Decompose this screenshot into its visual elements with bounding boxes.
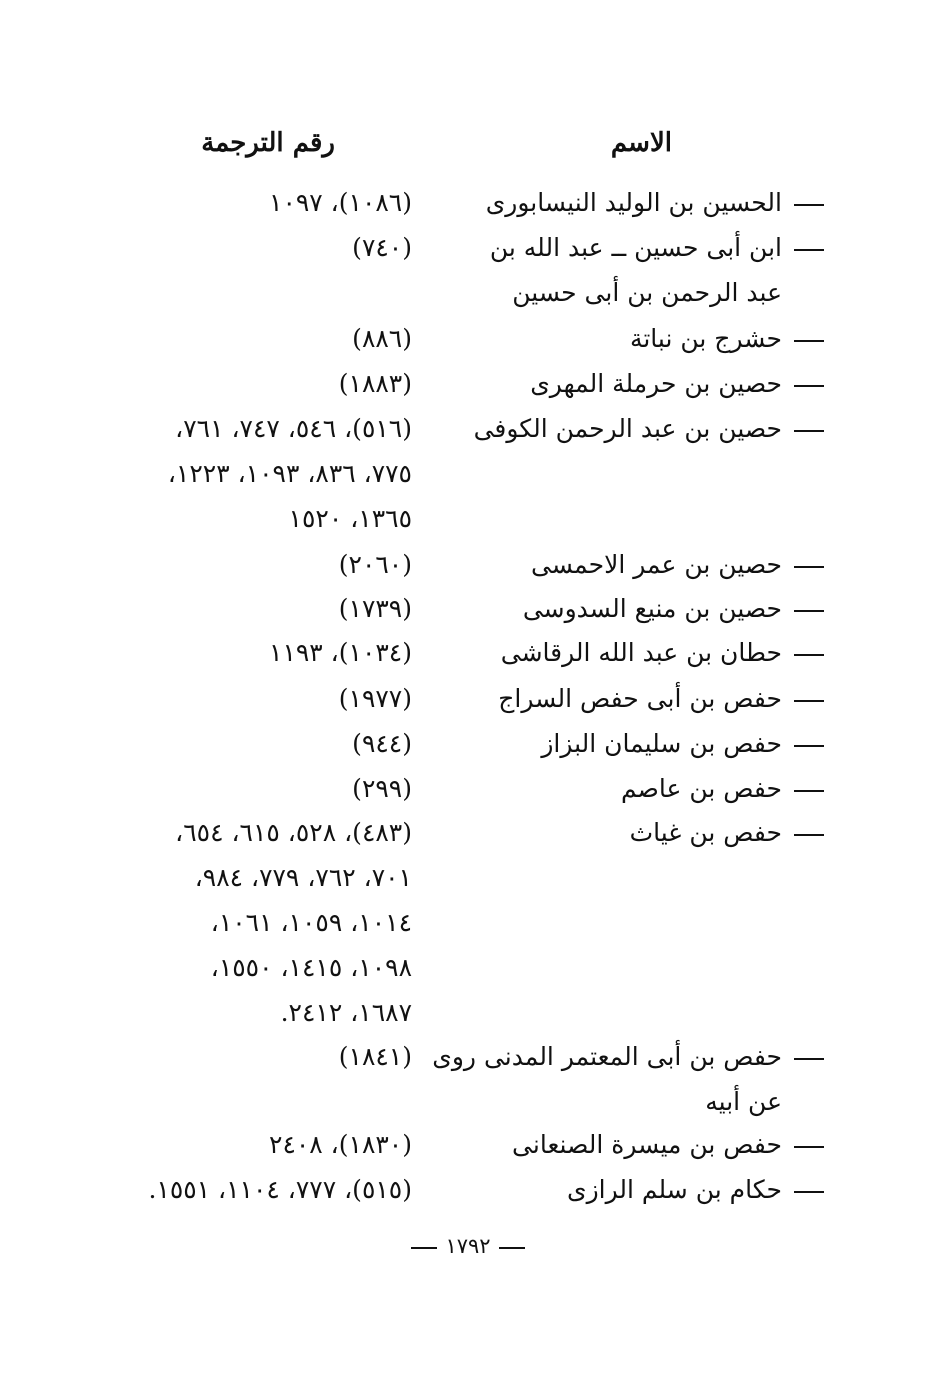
entry-name bbox=[452, 810, 824, 855]
entry-dash bbox=[794, 566, 824, 568]
entry-name-text: حشرج بن نباتة bbox=[629, 324, 782, 353]
entry-refs bbox=[72, 810, 412, 1035]
footer-dash bbox=[411, 1247, 437, 1249]
entry-refs-line: (٥١٦)، ٥٤٦، ٧٤٧، ٧٦١، bbox=[175, 414, 412, 443]
entry-name-text: حفص بن سليمان البزاز bbox=[541, 729, 782, 758]
entry-name bbox=[452, 361, 824, 406]
entry-dash bbox=[794, 385, 824, 387]
entry-dash bbox=[794, 249, 824, 251]
entry-refs-line: (٥١٥)، ٧٧٧، ١١٠٤، ١٥٥١. bbox=[148, 1175, 412, 1204]
entry-refs-line: (١٧٣٩) bbox=[338, 594, 412, 623]
entry-name-continuation: عن أبيه bbox=[705, 1087, 782, 1116]
entry-name bbox=[452, 1122, 824, 1167]
entry-dash bbox=[794, 834, 824, 836]
entry-name bbox=[452, 1167, 824, 1212]
entry-refs bbox=[72, 766, 412, 811]
entry-refs bbox=[72, 630, 412, 675]
entry-name bbox=[452, 406, 824, 451]
entry-refs bbox=[72, 676, 412, 721]
entry-name bbox=[452, 630, 824, 675]
entry-name-text: حفص بن أبى حفص السراج bbox=[498, 684, 782, 713]
entry-name bbox=[452, 721, 824, 766]
entry-refs-line: ٧٧٥، ٨٣٦، ١٠٩٣، ١٢٢٣، bbox=[167, 459, 412, 488]
entry-refs bbox=[72, 542, 412, 587]
entry-refs-line: (١٨٨٣) bbox=[338, 369, 412, 398]
entry-name bbox=[452, 225, 824, 315]
entry-refs-line: ١٦٨٧، ٢٤١٢. bbox=[280, 998, 412, 1027]
entry-refs-line: (١٠٨٦)، ١٠٩٧ bbox=[269, 188, 412, 217]
entry-name-text: حفص بن غياث bbox=[629, 818, 782, 847]
entry-refs bbox=[72, 721, 412, 766]
entry-name bbox=[452, 542, 824, 587]
entry-name-continuation: عبد الرحمن بن أبى حسين bbox=[512, 278, 782, 307]
entry-refs-line: (١٩٧٧) bbox=[338, 684, 412, 713]
entry-dash bbox=[794, 790, 824, 792]
column-header-number: رقم الترجمة bbox=[201, 128, 335, 158]
entry-name bbox=[452, 766, 824, 811]
entry-refs-line: (٢٩٩) bbox=[352, 774, 412, 803]
entry-name-text: حفص بن عاصم bbox=[620, 774, 782, 803]
entry-dash bbox=[794, 745, 824, 747]
entry-dash bbox=[794, 430, 824, 432]
entry-refs bbox=[72, 1167, 412, 1212]
entry-refs-line: (٩٤٤) bbox=[352, 729, 412, 758]
entry-dash bbox=[794, 1146, 824, 1148]
entry-refs bbox=[72, 225, 412, 270]
entry-dash bbox=[794, 1058, 824, 1060]
entry-name bbox=[432, 1034, 824, 1124]
entry-refs-line: (١٨٣٠)، ٢٤٠٨ bbox=[269, 1130, 412, 1159]
entry-refs bbox=[72, 180, 412, 225]
entry-refs-line: (٨٨٦) bbox=[352, 324, 412, 353]
entry-name bbox=[452, 586, 824, 631]
entry-refs-line: (٤٨٣)، ٥٢٨، ٦١٥، ٦٥٤، bbox=[175, 818, 412, 847]
entry-dash bbox=[794, 1191, 824, 1193]
entry-name-text: حطان بن عبد الله الرقاشى bbox=[500, 638, 782, 667]
entry-name-text: الحسين بن الوليد النيسابورى bbox=[485, 188, 782, 217]
entry-dash bbox=[794, 610, 824, 612]
entry-refs-line: (١٠٣٤)، ١١٩٣ bbox=[269, 638, 412, 667]
entry-refs-line: (١٨٤١) bbox=[338, 1042, 412, 1071]
entry-dash bbox=[794, 654, 824, 656]
entry-name-text: ابن أبى حسين ــ عبد الله بن bbox=[489, 233, 782, 262]
entry-name-text: حصين بن عمر الاحمسى bbox=[531, 550, 782, 579]
entry-refs bbox=[72, 1122, 412, 1167]
entry-refs-line: (٢٠٦٠) bbox=[338, 550, 412, 579]
entry-refs bbox=[72, 361, 412, 406]
entry-refs bbox=[72, 406, 412, 541]
entry-refs bbox=[72, 586, 412, 631]
entry-name bbox=[452, 676, 824, 721]
column-header-name: الاسم bbox=[610, 128, 672, 158]
page-number-text: ١٧٩٢ bbox=[445, 1234, 491, 1258]
entry-dash bbox=[794, 340, 824, 342]
entry-name-text: حفص بن أبى المعتمر المدنى روى bbox=[432, 1042, 782, 1071]
entry-name-text: حكام بن سلم الرازى bbox=[567, 1175, 782, 1204]
entry-refs-line: ١٠١٤، ١٠٥٩، ١٠٦١، bbox=[210, 908, 412, 937]
footer-dash bbox=[499, 1247, 525, 1249]
entry-name-text: حصين بن عبد الرحمن الكوفى bbox=[473, 414, 782, 443]
entry-refs-line: ١٣٦٥، ١٥٢٠ bbox=[288, 504, 412, 533]
entry-name bbox=[452, 316, 824, 361]
entry-refs bbox=[72, 1034, 412, 1079]
entry-refs-line: (٧٤٠) bbox=[352, 233, 412, 262]
entry-name-text: حفص بن ميسرة الصنعانى bbox=[512, 1130, 782, 1159]
entry-refs-line: ٧٠١، ٧٦٢، ٧٧٩، ٩٨٤، bbox=[194, 863, 412, 892]
entry-dash bbox=[794, 204, 824, 206]
entry-refs bbox=[72, 316, 412, 361]
entry-dash bbox=[794, 700, 824, 702]
entry-refs-line: ١٠٩٨، ١٤١٥، ١٥٥٠، bbox=[210, 953, 412, 982]
page-number bbox=[0, 1234, 936, 1258]
entry-name-text: حصين بن حرملة المهرى bbox=[530, 369, 782, 398]
entry-name-text: حصين بن منيع السدوسى bbox=[522, 594, 782, 623]
entry-name bbox=[452, 180, 824, 225]
